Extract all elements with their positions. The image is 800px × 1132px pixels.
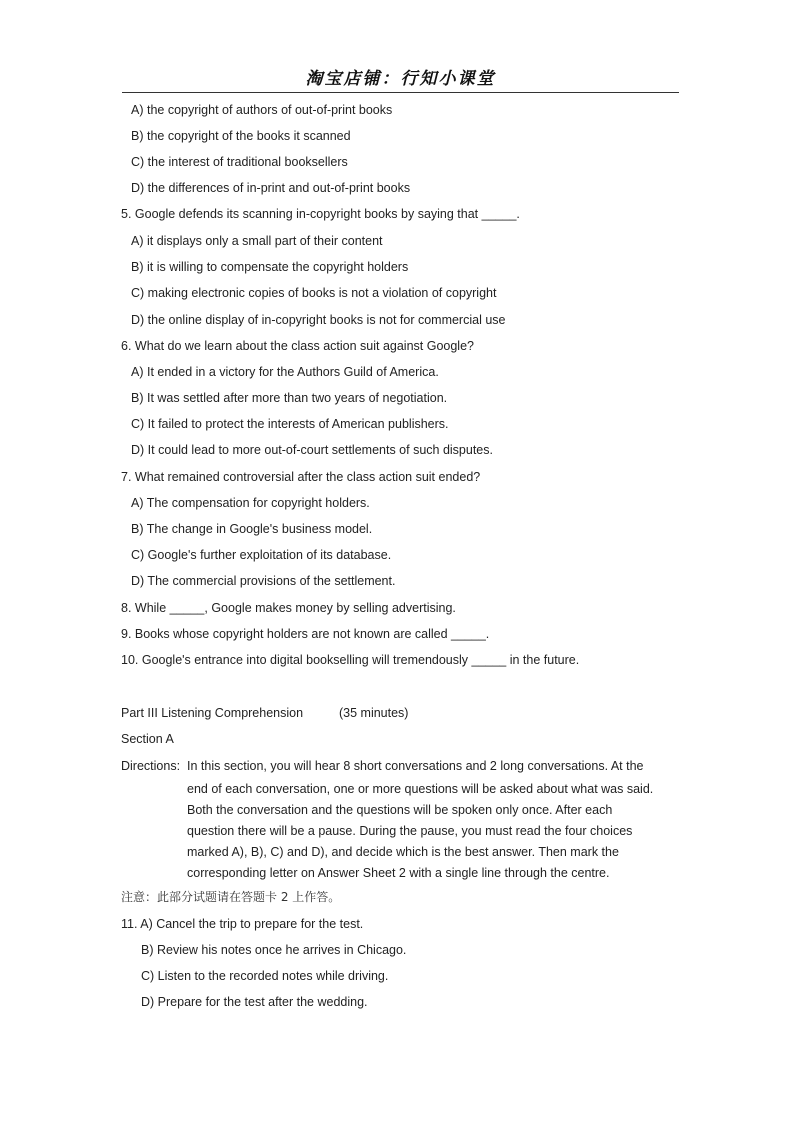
directions-line-6: corresponding letter on Answer Sheet 2 with a single line through the centre.	[187, 866, 610, 880]
q11-option-a: 11. A) Cancel the trip to prepare for the test.	[121, 917, 364, 931]
directions-body	[187, 779, 687, 884]
header-title: 淘宝店铺：行知小课堂	[305, 69, 496, 89]
section-title: Section A	[121, 732, 174, 746]
q6-question: 6. What do we learn about the class action suit against Google?	[121, 339, 474, 353]
q5-option-c: C) making electronic copies of books is not a violation of copyright	[131, 286, 497, 300]
q5-question: 5. Google defends its scanning in-copyright books by saying that _____.	[121, 207, 520, 221]
q4-option-c: C) the interest of traditional booksellers	[131, 155, 348, 169]
part3-time: (35 minutes)	[339, 706, 409, 720]
q11-option-d: D) Prepare for the test after the wedding.	[141, 995, 368, 1009]
q6-option-c: C) It failed to protect the interests of American publishers.	[131, 417, 449, 431]
q6-option-b: B) It was settled after more than two years of negotiation.	[131, 391, 448, 405]
directions-line-2: end of each conversation, one or more questions will be asked about what was said.	[187, 782, 654, 796]
directions-line-5: marked A), B), C) and D), and decide which is the best answer. Then mark the	[187, 845, 619, 859]
q4-option-d: D) the differences of in-print and out-of-print books	[131, 181, 411, 195]
q5-option-a: A) it displays only a small part of their content	[131, 234, 383, 248]
q7-option-d: D) The commercial provisions of the settlement.	[131, 574, 396, 588]
directions-line-1: In this section, you will hear 8 short conversations and 2 long conversations. At the	[187, 759, 644, 773]
q5-option-b: B) it is willing to compensate the copyright holders	[131, 260, 409, 274]
page-header	[122, 62, 679, 93]
q5-option-d: D) the online display of in-copyright books is not for commercial use	[131, 313, 506, 327]
q6-option-a: A) It ended in a victory for the Authors Guild of America.	[131, 365, 439, 379]
q4-option-b: B) the copyright of the books it scanned	[131, 129, 351, 143]
q7-option-b: B) The change in Google's business model.	[131, 522, 373, 536]
directions-line-3: Both the conversation and the questions will be spoken only once. After each	[187, 803, 613, 817]
q7-question: 7. What remained controversial after the class action suit ended?	[121, 470, 481, 484]
q4-option-a: A) the copyright of authors of out-of-print books	[131, 103, 393, 117]
q7-option-c: C) Google's further exploitation of its database.	[131, 548, 392, 562]
directions-label: Directions:	[121, 759, 181, 773]
q8-question: 8. While _____, Google makes money by selling advertising.	[121, 601, 456, 615]
directions-line-4: question there will be a pause. During the pause, you must read the four choices	[187, 824, 633, 838]
q9-question: 9. Books whose copyright holders are not known are called _____.	[121, 627, 490, 641]
part3-title: Part III Listening Comprehension	[121, 706, 304, 720]
answer-sheet-note: 注意：此部分试题请在答题卡 2 上作答。	[121, 890, 341, 904]
q7-option-a: A) The compensation for copyright holders.	[131, 496, 370, 510]
q6-option-d: D) It could lead to more out-of-court settlements of such disputes.	[131, 443, 493, 457]
q11-option-b: B) Review his notes once he arrives in Chicago.	[141, 943, 407, 957]
q10-question: 10. Google's entrance into digital bookselling will tremendously _____ in the future.	[121, 653, 580, 667]
q11-option-c: C) Listen to the recorded notes while driving.	[141, 969, 389, 983]
